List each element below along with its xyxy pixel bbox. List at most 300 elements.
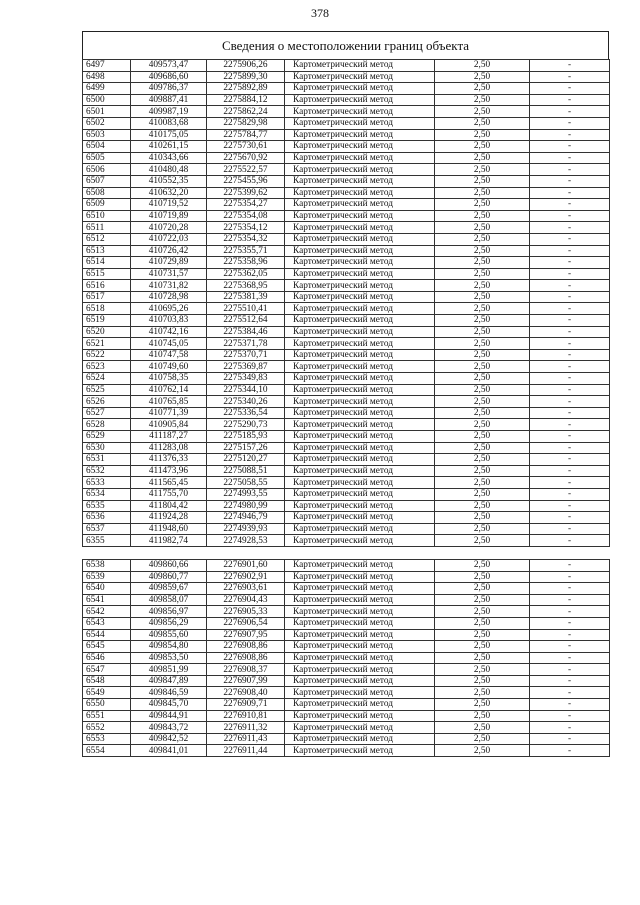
method-cell: Картометрический метод (285, 664, 435, 676)
point-number-cell: 6548 (83, 675, 131, 687)
point-number-cell: 6533 (83, 477, 131, 489)
table-row (83, 303, 610, 315)
description-cell: - (530, 407, 610, 419)
coord-x-cell: 410720,28 (131, 222, 207, 234)
coord-x-cell: 410765,85 (131, 396, 207, 408)
accuracy-cell: 2,50 (435, 129, 530, 141)
coord-x-cell: 409841,01 (131, 745, 207, 757)
table-row (83, 257, 610, 269)
description-cell: - (530, 373, 610, 385)
table-row (83, 419, 610, 431)
accuracy-cell: 2,50 (435, 338, 530, 350)
table-row (83, 94, 610, 106)
method-cell: Картометрический метод (285, 199, 435, 211)
coord-y-cell: 2275290,73 (207, 419, 285, 431)
coord-x-cell: 411376,33 (131, 454, 207, 466)
accuracy-cell: 2,50 (435, 559, 530, 571)
coord-y-cell: 2276901,60 (207, 559, 285, 571)
description-cell: - (530, 745, 610, 757)
accuracy-cell: 2,50 (435, 641, 530, 653)
coord-x-cell: 409786,37 (131, 83, 207, 95)
method-cell: Картометрический метод (285, 675, 435, 687)
group-separator (83, 546, 610, 559)
coord-x-cell: 409858,07 (131, 594, 207, 606)
description-cell: - (530, 594, 610, 606)
point-number-cell: 6523 (83, 361, 131, 373)
accuracy-cell: 2,50 (435, 699, 530, 711)
description-cell: - (530, 106, 610, 118)
coord-x-cell: 410343,66 (131, 152, 207, 164)
description-cell: - (530, 454, 610, 466)
description-cell: - (530, 477, 610, 489)
coord-y-cell: 2274939,93 (207, 523, 285, 535)
method-cell: Картометрический метод (285, 745, 435, 757)
coord-y-cell: 2276908,40 (207, 687, 285, 699)
point-number-cell: 6553 (83, 733, 131, 745)
method-cell: Картометрический метод (285, 187, 435, 199)
method-cell: Картометрический метод (285, 419, 435, 431)
coord-y-cell: 2276905,33 (207, 606, 285, 618)
table-row (83, 583, 610, 595)
coord-y-cell: 2275862,24 (207, 106, 285, 118)
point-number-cell: 6498 (83, 71, 131, 83)
table-row (83, 733, 610, 745)
point-number-cell: 6505 (83, 152, 131, 164)
description-cell: - (530, 419, 610, 431)
point-number-cell: 6549 (83, 687, 131, 699)
point-number-cell: 6526 (83, 396, 131, 408)
coord-y-cell: 2274980,99 (207, 500, 285, 512)
separator-cell (83, 546, 131, 559)
accuracy-cell: 2,50 (435, 268, 530, 280)
description-cell: - (530, 583, 610, 595)
method-cell: Картометрический метод (285, 303, 435, 315)
method-cell: Картометрический метод (285, 687, 435, 699)
accuracy-cell: 2,50 (435, 373, 530, 385)
point-number-cell: 6508 (83, 187, 131, 199)
coord-y-cell: 2275362,05 (207, 268, 285, 280)
coord-y-cell: 2275354,12 (207, 222, 285, 234)
description-cell: - (530, 141, 610, 153)
point-number-cell: 6519 (83, 315, 131, 327)
coord-y-cell: 2275384,46 (207, 326, 285, 338)
coord-y-cell: 2275344,10 (207, 384, 285, 396)
separator-cell (285, 546, 435, 559)
coord-y-cell: 2275455,96 (207, 175, 285, 187)
coord-y-cell: 2275512,64 (207, 315, 285, 327)
description-cell: - (530, 268, 610, 280)
separator-cell (435, 546, 530, 559)
coord-x-cell: 409856,29 (131, 617, 207, 629)
table-row (83, 722, 610, 734)
description-cell: - (530, 629, 610, 641)
coord-y-cell: 2274946,79 (207, 512, 285, 524)
table-row (83, 117, 610, 129)
description-cell: - (530, 280, 610, 292)
accuracy-cell: 2,50 (435, 664, 530, 676)
table-row (83, 477, 610, 489)
method-cell: Картометрический метод (285, 60, 435, 72)
point-number-cell: 6511 (83, 222, 131, 234)
description-cell: - (530, 291, 610, 303)
method-cell: Картометрический метод (285, 617, 435, 629)
point-number-cell: 6539 (83, 571, 131, 583)
coord-x-cell: 411755,70 (131, 488, 207, 500)
method-cell: Картометрический метод (285, 141, 435, 153)
accuracy-cell: 2,50 (435, 535, 530, 547)
table-row (83, 233, 610, 245)
accuracy-cell: 2,50 (435, 594, 530, 606)
table-row (83, 641, 610, 653)
coord-y-cell: 2275892,89 (207, 83, 285, 95)
coord-x-cell: 409847,89 (131, 675, 207, 687)
description-cell: - (530, 488, 610, 500)
separator-cell (530, 546, 610, 559)
point-number-cell: 6543 (83, 617, 131, 629)
method-cell: Картометрический метод (285, 396, 435, 408)
point-number-cell: 6524 (83, 373, 131, 385)
method-cell: Картометрический метод (285, 407, 435, 419)
point-number-cell: 6551 (83, 710, 131, 722)
method-cell: Картометрический метод (285, 523, 435, 535)
description-cell: - (530, 571, 610, 583)
method-cell: Картометрический метод (285, 222, 435, 234)
accuracy-cell: 2,50 (435, 152, 530, 164)
point-number-cell: 6512 (83, 233, 131, 245)
method-cell: Картометрический метод (285, 488, 435, 500)
coord-y-cell: 2275784,77 (207, 129, 285, 141)
table-row (83, 83, 610, 95)
coord-y-cell: 2276910,81 (207, 710, 285, 722)
method-cell: Картометрический метод (285, 722, 435, 734)
coord-y-cell: 2276911,44 (207, 745, 285, 757)
table-row (83, 407, 610, 419)
point-number-cell: 6554 (83, 745, 131, 757)
table-row (83, 349, 610, 361)
coord-x-cell: 410731,57 (131, 268, 207, 280)
point-number-cell: 6522 (83, 349, 131, 361)
point-number-cell: 6499 (83, 83, 131, 95)
coord-x-cell: 410771,39 (131, 407, 207, 419)
coord-x-cell: 409859,67 (131, 583, 207, 595)
accuracy-cell: 2,50 (435, 722, 530, 734)
coordinates-table (82, 59, 610, 757)
description-cell: - (530, 326, 610, 338)
coordinates-table-body (83, 60, 610, 757)
coord-x-cell: 410762,14 (131, 384, 207, 396)
accuracy-cell: 2,50 (435, 652, 530, 664)
method-cell: Картометрический метод (285, 106, 435, 118)
coord-x-cell: 409987,19 (131, 106, 207, 118)
accuracy-cell: 2,50 (435, 675, 530, 687)
point-number-cell: 6497 (83, 60, 131, 72)
description-cell: - (530, 617, 610, 629)
accuracy-cell: 2,50 (435, 687, 530, 699)
accuracy-cell: 2,50 (435, 384, 530, 396)
accuracy-cell: 2,50 (435, 617, 530, 629)
coord-y-cell: 2276902,91 (207, 571, 285, 583)
point-number-cell: 6530 (83, 442, 131, 454)
method-cell: Картометрический метод (285, 326, 435, 338)
description-cell: - (530, 117, 610, 129)
coord-y-cell: 2276911,43 (207, 733, 285, 745)
coord-y-cell: 2275381,39 (207, 291, 285, 303)
coord-x-cell: 410745,05 (131, 338, 207, 350)
description-cell: - (530, 535, 610, 547)
method-cell: Картометрический метод (285, 384, 435, 396)
accuracy-cell: 2,50 (435, 60, 530, 72)
accuracy-cell: 2,50 (435, 500, 530, 512)
point-number-cell: 6520 (83, 326, 131, 338)
point-number-cell: 6518 (83, 303, 131, 315)
method-cell: Картометрический метод (285, 431, 435, 443)
description-cell: - (530, 559, 610, 571)
accuracy-cell: 2,50 (435, 396, 530, 408)
method-cell: Картометрический метод (285, 733, 435, 745)
method-cell: Картометрический метод (285, 257, 435, 269)
method-cell: Картометрический метод (285, 571, 435, 583)
method-cell: Картометрический метод (285, 477, 435, 489)
table-row (83, 559, 610, 571)
table-row (83, 571, 610, 583)
description-cell: - (530, 83, 610, 95)
method-cell: Картометрический метод (285, 699, 435, 711)
description-cell: - (530, 338, 610, 350)
description-cell: - (530, 164, 610, 176)
method-cell: Картометрический метод (285, 442, 435, 454)
coord-x-cell: 411565,45 (131, 477, 207, 489)
point-number-cell: 6517 (83, 291, 131, 303)
table-row (83, 361, 610, 373)
table-row (83, 606, 610, 618)
point-number-cell: 6514 (83, 257, 131, 269)
table-row (83, 373, 610, 385)
point-number-cell: 6546 (83, 652, 131, 664)
point-number-cell: 6545 (83, 641, 131, 653)
description-cell: - (530, 233, 610, 245)
accuracy-cell: 2,50 (435, 257, 530, 269)
accuracy-cell: 2,50 (435, 199, 530, 211)
accuracy-cell: 2,50 (435, 523, 530, 535)
coord-y-cell: 2275371,78 (207, 338, 285, 350)
accuracy-cell: 2,50 (435, 222, 530, 234)
point-number-cell: 6515 (83, 268, 131, 280)
accuracy-cell: 2,50 (435, 245, 530, 257)
point-number-cell: 6531 (83, 454, 131, 466)
table-row (83, 280, 610, 292)
coord-x-cell: 409851,99 (131, 664, 207, 676)
coord-x-cell: 411804,42 (131, 500, 207, 512)
point-number-cell: 6540 (83, 583, 131, 595)
description-cell: - (530, 675, 610, 687)
coord-x-cell: 409854,80 (131, 641, 207, 653)
method-cell: Картометрический метод (285, 338, 435, 350)
coord-y-cell: 2275088,51 (207, 465, 285, 477)
accuracy-cell: 2,50 (435, 233, 530, 245)
accuracy-cell: 2,50 (435, 175, 530, 187)
description-cell: - (530, 396, 610, 408)
method-cell: Картометрический метод (285, 373, 435, 385)
coord-x-cell: 409686,60 (131, 71, 207, 83)
point-number-cell: 6507 (83, 175, 131, 187)
table-row (83, 384, 610, 396)
table-row (83, 675, 610, 687)
coord-y-cell: 2276911,32 (207, 722, 285, 734)
method-cell: Картометрический метод (285, 117, 435, 129)
coord-y-cell: 2276907,95 (207, 629, 285, 641)
method-cell: Картометрический метод (285, 641, 435, 653)
table-row (83, 488, 610, 500)
coord-x-cell: 410758,35 (131, 373, 207, 385)
method-cell: Картометрический метод (285, 652, 435, 664)
point-number-cell: 6532 (83, 465, 131, 477)
point-number-cell: 6529 (83, 431, 131, 443)
accuracy-cell: 2,50 (435, 117, 530, 129)
coord-x-cell: 410175,05 (131, 129, 207, 141)
table-row (83, 454, 610, 466)
description-cell: - (530, 722, 610, 734)
method-cell: Картометрический метод (285, 594, 435, 606)
description-cell: - (530, 465, 610, 477)
method-cell: Картометрический метод (285, 233, 435, 245)
method-cell: Картометрический метод (285, 210, 435, 222)
accuracy-cell: 2,50 (435, 431, 530, 443)
accuracy-cell: 2,50 (435, 94, 530, 106)
point-number-cell: 6501 (83, 106, 131, 118)
description-cell: - (530, 199, 610, 211)
method-cell: Картометрический метод (285, 710, 435, 722)
table-row (83, 745, 610, 757)
accuracy-cell: 2,50 (435, 210, 530, 222)
description-cell: - (530, 384, 610, 396)
method-cell: Картометрический метод (285, 164, 435, 176)
point-number-cell: 6538 (83, 559, 131, 571)
coord-y-cell: 2275899,30 (207, 71, 285, 83)
table-row (83, 60, 610, 72)
point-number-cell: 6500 (83, 94, 131, 106)
description-cell: - (530, 710, 610, 722)
method-cell: Картометрический метод (285, 94, 435, 106)
method-cell: Картометрический метод (285, 245, 435, 257)
point-number-cell: 6552 (83, 722, 131, 734)
table-row (83, 523, 610, 535)
table-row (83, 326, 610, 338)
table-row (83, 710, 610, 722)
coord-x-cell: 410695,26 (131, 303, 207, 315)
coord-y-cell: 2275829,98 (207, 117, 285, 129)
coord-x-cell: 411187,27 (131, 431, 207, 443)
accuracy-cell: 2,50 (435, 280, 530, 292)
table-row (83, 268, 610, 280)
coord-y-cell: 2275358,96 (207, 257, 285, 269)
method-cell: Картометрический метод (285, 583, 435, 595)
coord-x-cell: 409860,66 (131, 559, 207, 571)
table-row (83, 338, 610, 350)
coord-y-cell: 2276909,71 (207, 699, 285, 711)
description-cell: - (530, 60, 610, 72)
method-cell: Картометрический метод (285, 349, 435, 361)
coord-y-cell: 2276904,43 (207, 594, 285, 606)
table-row (83, 617, 610, 629)
method-cell: Картометрический метод (285, 512, 435, 524)
coord-x-cell: 411982,74 (131, 535, 207, 547)
table-row (83, 687, 610, 699)
description-cell: - (530, 257, 610, 269)
accuracy-cell: 2,50 (435, 629, 530, 641)
coord-x-cell: 410719,52 (131, 199, 207, 211)
coord-y-cell: 2276903,61 (207, 583, 285, 595)
coord-y-cell: 2275370,71 (207, 349, 285, 361)
coord-x-cell: 410703,83 (131, 315, 207, 327)
point-number-cell: 6537 (83, 523, 131, 535)
point-number-cell: 6547 (83, 664, 131, 676)
coord-y-cell: 2275336,54 (207, 407, 285, 419)
accuracy-cell: 2,50 (435, 326, 530, 338)
coord-x-cell: 409887,41 (131, 94, 207, 106)
coord-x-cell: 410552,35 (131, 175, 207, 187)
point-number-cell: 6509 (83, 199, 131, 211)
coord-x-cell: 410747,58 (131, 349, 207, 361)
accuracy-cell: 2,50 (435, 164, 530, 176)
coord-y-cell: 2276908,86 (207, 652, 285, 664)
coord-y-cell: 2275670,92 (207, 152, 285, 164)
description-cell: - (530, 361, 610, 373)
point-number-cell: 6541 (83, 594, 131, 606)
separator-cell (131, 546, 207, 559)
separator-cell (207, 546, 285, 559)
accuracy-cell: 2,50 (435, 488, 530, 500)
table-row (83, 594, 610, 606)
accuracy-cell: 2,50 (435, 141, 530, 153)
point-number-cell: 6544 (83, 629, 131, 641)
accuracy-cell: 2,50 (435, 512, 530, 524)
page-number: 378 (311, 6, 329, 20)
coord-y-cell: 2275185,93 (207, 431, 285, 443)
description-cell: - (530, 664, 610, 676)
method-cell: Картометрический метод (285, 71, 435, 83)
accuracy-cell: 2,50 (435, 349, 530, 361)
point-number-cell: 6535 (83, 500, 131, 512)
coord-y-cell: 2275368,95 (207, 280, 285, 292)
coord-y-cell: 2275730,61 (207, 141, 285, 153)
description-cell: - (530, 315, 610, 327)
table-row (83, 141, 610, 153)
coord-y-cell: 2275399,62 (207, 187, 285, 199)
table-row (83, 106, 610, 118)
method-cell: Картометрический метод (285, 629, 435, 641)
description-cell: - (530, 94, 610, 106)
description-cell: - (530, 699, 610, 711)
coord-y-cell: 2276908,37 (207, 664, 285, 676)
point-number-cell: 6542 (83, 606, 131, 618)
table-row (83, 442, 610, 454)
description-cell: - (530, 523, 610, 535)
accuracy-cell: 2,50 (435, 733, 530, 745)
coord-x-cell: 410728,98 (131, 291, 207, 303)
table-row (83, 199, 610, 211)
accuracy-cell: 2,50 (435, 454, 530, 466)
coord-y-cell: 2275354,27 (207, 199, 285, 211)
coord-x-cell: 409853,50 (131, 652, 207, 664)
coord-x-cell: 411948,60 (131, 523, 207, 535)
method-cell: Картометрический метод (285, 280, 435, 292)
method-cell: Картометрический метод (285, 465, 435, 477)
coord-x-cell: 409845,70 (131, 699, 207, 711)
description-cell: - (530, 442, 610, 454)
description-cell: - (530, 210, 610, 222)
coord-x-cell: 410905,84 (131, 419, 207, 431)
coord-x-cell: 410083,68 (131, 117, 207, 129)
